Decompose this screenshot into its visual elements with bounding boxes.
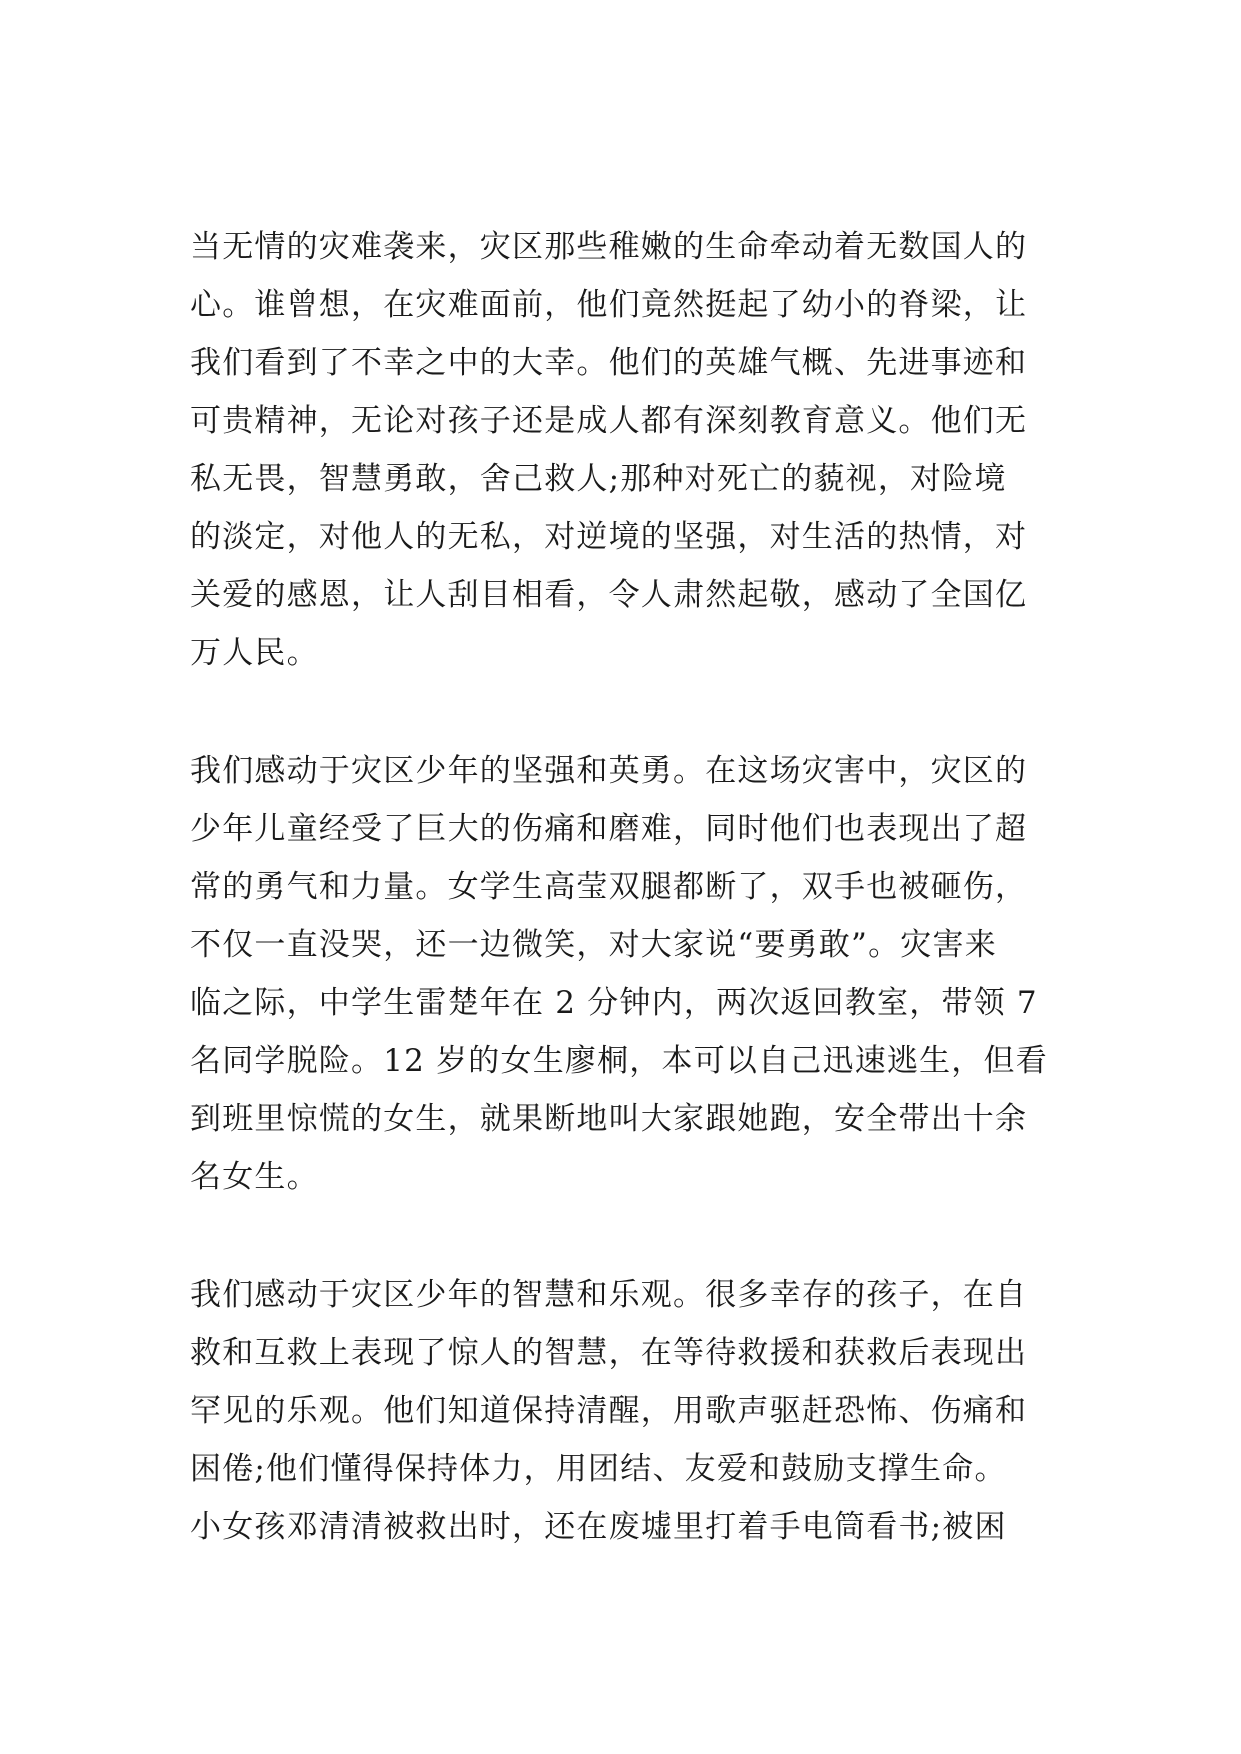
text-line: 我们看到了不幸之中的大幸。他们的英雄气概、先进事迹和 [190, 345, 1028, 381]
text-line: 名女生。 [190, 1159, 319, 1195]
text-line: 常的勇气和力量。女学生高莹双腿都断了，双手也被砸伤， [190, 869, 1028, 905]
text-line: 少年儿童经受了巨大的伤痛和磨难，同时他们也表现出了超 [190, 811, 1028, 847]
text-line: 救和互救上表现了惊人的智慧，在等待救援和获救后表现出 [190, 1335, 1028, 1371]
text-line: 万人民。 [190, 635, 319, 671]
text-line: 名同学脱险。12 岁的女生廖桐，本可以自己迅速逃生，但看 [190, 1043, 1048, 1079]
text-line: 的淡定，对他人的无私，对逆境的坚强，对生活的热情，对 [190, 519, 1028, 555]
text-line: 我们感动于灾区少年的坚强和英勇。在这场灾害中，灾区的 [190, 753, 1028, 789]
text-line: 小女孩邓清清被救出时，还在废墟里打着手电筒看书;被困 [190, 1509, 1007, 1545]
text-line: 罕见的乐观。他们知道保持清醒，用歌声驱赶恐怖、伤痛和 [190, 1393, 1028, 1429]
paragraph-2 [190, 742, 1070, 1206]
text-line: 临之际，中学生雷楚年在 2 分钟内，两次返回教室，带领 7 [190, 985, 1038, 1021]
text-line: 心。谁曾想，在灾难面前，他们竟然挺起了幼小的脊梁，让 [190, 287, 1028, 323]
text-line: 困倦;他们懂得保持体力，用团结、友爱和鼓励支撑生命。 [190, 1451, 1007, 1487]
text-line: 我们感动于灾区少年的智慧和乐观。很多幸存的孩子，在自 [190, 1277, 1028, 1313]
paragraph-1 [190, 218, 1070, 682]
text-line: 私无畏，智慧勇敢，舍己救人;那种对死亡的藐视，对险境 [190, 461, 1007, 497]
text-line: 当无情的灾难袭来，灾区那些稚嫩的生命牵动着无数国人的 [190, 229, 1028, 265]
text-line: 关爱的感恩，让人刮目相看，令人肃然起敬，感动了全国亿 [190, 577, 1028, 613]
document-body [190, 218, 1070, 1556]
text-line: 可贵精神，无论对孩子还是成人都有深刻教育意义。他们无 [190, 403, 1028, 439]
text-line: 不仅一直没哭，还一边微笑，对大家说“要勇敢”。灾害来 [190, 927, 997, 963]
paragraph-spacer [190, 1206, 1070, 1266]
text-line: 到班里惊慌的女生，就果断地叫大家跟她跑，安全带出十余 [190, 1101, 1028, 1137]
paragraph-3 [190, 1266, 1070, 1556]
paragraph-spacer [190, 682, 1070, 742]
